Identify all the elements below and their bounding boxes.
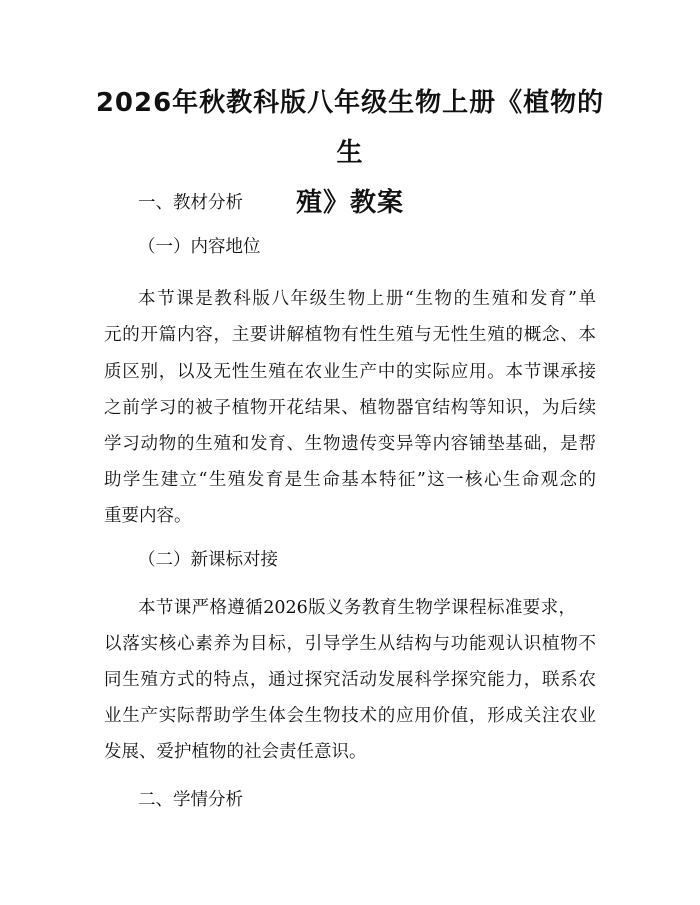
paragraph-1-line-2: 元的开篇内容，主要讲解植物有性生殖与无性生殖的概念、本 (104, 325, 596, 345)
paragraph-2-line-2: 以落实核心素养为目标，引导学生从结构与功能观认识植物不 (104, 634, 596, 654)
subsection-heading-curriculum-standard: （二）新课标对接 (138, 550, 278, 570)
paragraph-2-line-3: 同生殖方式的特点，通过探究活动发展科学探究能力，联系农 (104, 670, 596, 690)
paragraph-1-line-6: 助学生建立“生殖发育是生命基本特征”这一核心生命观念的 (104, 470, 596, 490)
paragraph-1-line-1: 本节课是教科版八年级生物上册“生物的生殖和发育”单 (138, 289, 596, 309)
section-heading-learner-analysis: 二、学情分析 (138, 790, 243, 810)
paragraph-2-line-5: 发展、爱护植物的社会责任意识。 (104, 742, 367, 762)
title-line-1: 2026年秋教科版八年级生物上册《植物的生 (95, 88, 605, 168)
paragraph-1-line-3: 质区别，以及无性生殖在农业生产中的实际应用。本节课承接 (104, 362, 596, 382)
paragraph-1-line-5: 学习动物的生殖和发育、生物遗传变异等内容铺垫基础，是帮 (104, 434, 596, 454)
subsection-heading-content-position: （一）内容地位 (138, 237, 261, 257)
paragraph-1-line-4: 之前学习的被子植物开花结果、植物器官结构等知识，为后续 (104, 398, 596, 418)
section-heading-textbook-analysis: 一、教材分析 (138, 193, 243, 213)
title-line-2: 殖》教案 (295, 188, 404, 218)
paragraph-2-line-4: 业生产实际帮助学生体会生物技术的应用价值，形成关注农业 (104, 706, 596, 726)
paragraph-1-line-7: 重要内容。 (104, 506, 192, 526)
paragraph-2-line-1: 本节课严格遵循2026版义务教育生物学课程标准要求， (138, 598, 576, 618)
